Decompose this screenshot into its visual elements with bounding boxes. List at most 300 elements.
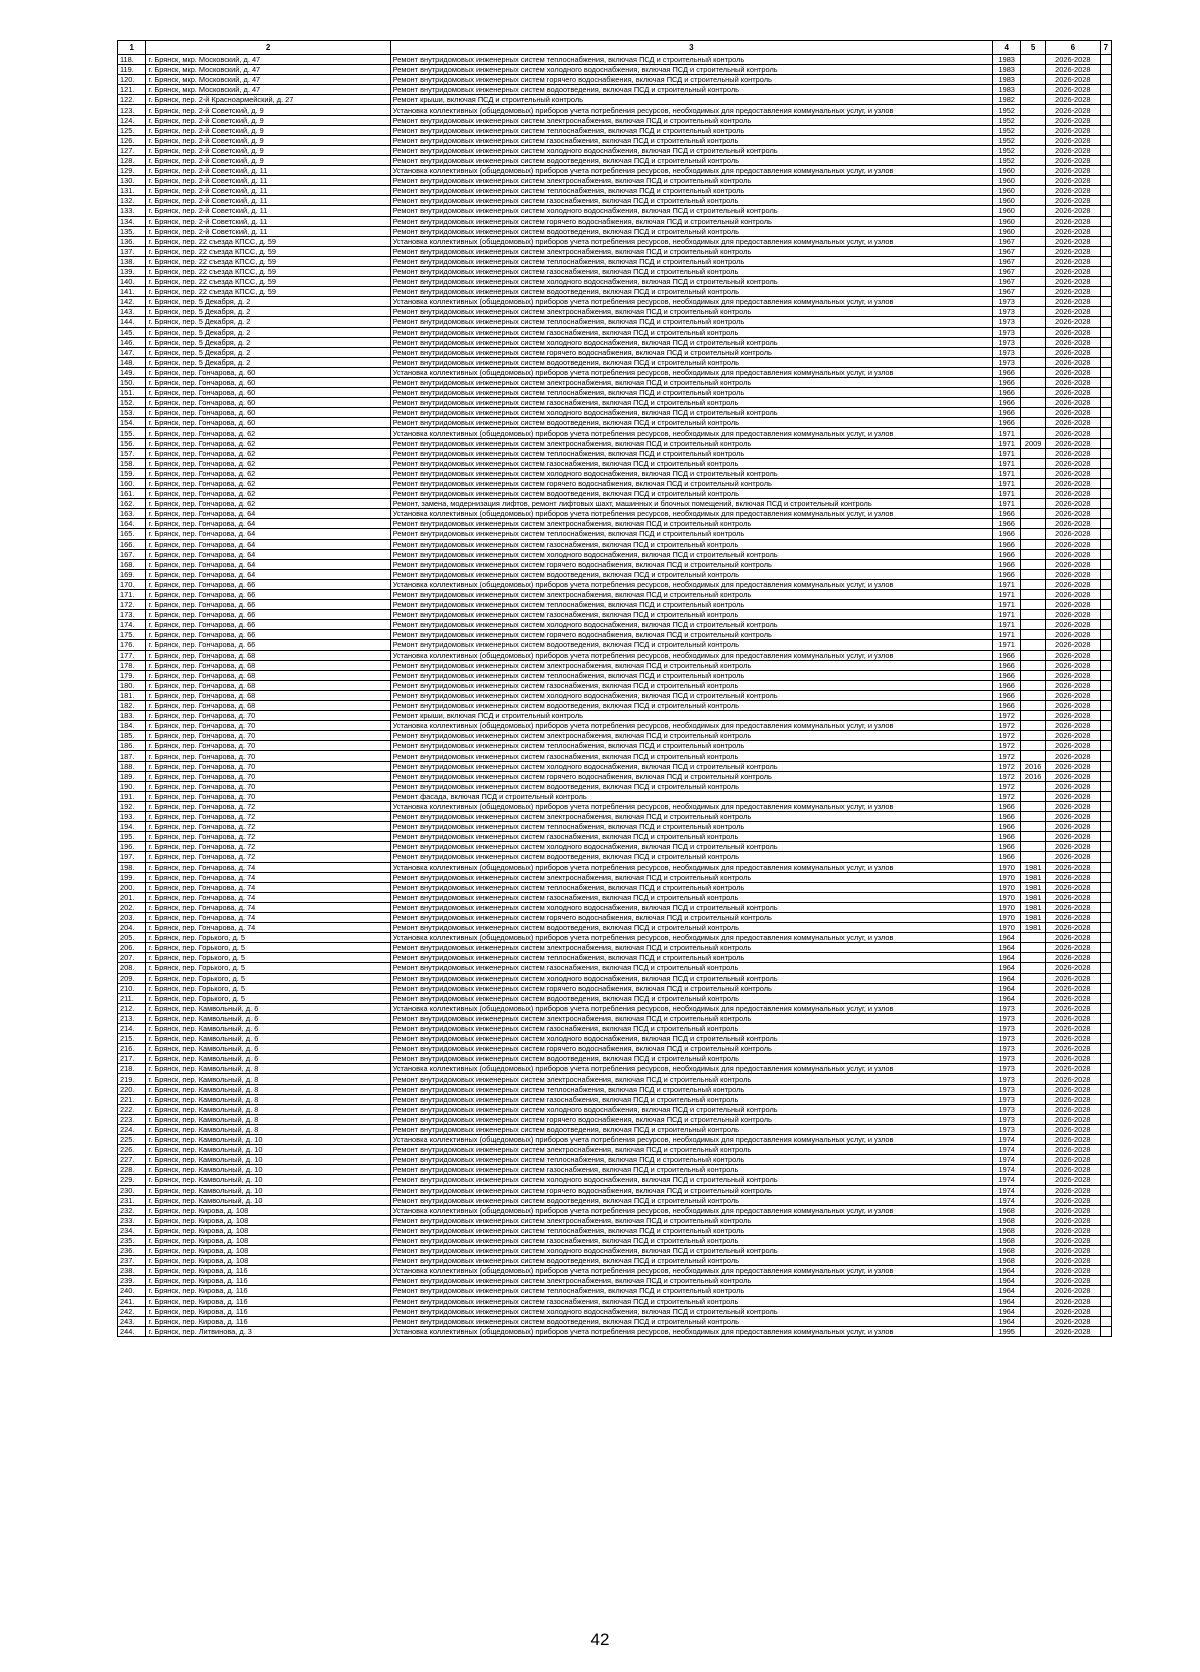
note-cell <box>1100 771 1111 781</box>
planned-period-cell: 2026-2028 <box>1045 902 1100 912</box>
renovation-year-cell <box>1021 277 1045 287</box>
row-number-cell: 235. <box>118 1235 146 1245</box>
note-cell <box>1100 822 1111 832</box>
work-type-cell: Ремонт внутридомовых инженерных систем газоснабжения, включая ПСД и строительный контроль <box>390 196 992 206</box>
work-type-cell: Ремонт внутридомовых инженерных систем холодного водоснабжения, включая ПСД и строительный контроль <box>390 549 992 559</box>
address-cell: г. Брянск, пер. Камвольный, д. 6 <box>146 1044 390 1054</box>
work-type-cell: Ремонт внутридомовых инженерных систем холодного водоснабжения, включая ПСД и строительный контроль <box>390 65 992 75</box>
build-year-cell: 1968 <box>992 1225 1020 1235</box>
row-number-cell: 186. <box>118 741 146 751</box>
row-number-cell: 145. <box>118 327 146 337</box>
planned-period-cell: 2026-2028 <box>1045 670 1100 680</box>
note-cell <box>1100 145 1111 155</box>
renovation-year-cell <box>1021 1084 1045 1094</box>
row-number-cell: 206. <box>118 943 146 953</box>
renovation-year-cell <box>1021 307 1045 317</box>
planned-period-cell: 2026-2028 <box>1045 1306 1100 1316</box>
renovation-year-cell <box>1021 206 1045 216</box>
note-cell <box>1100 388 1111 398</box>
build-year-cell: 1983 <box>992 85 1020 95</box>
note-cell <box>1100 539 1111 549</box>
renovation-year-cell <box>1021 216 1045 226</box>
table-row <box>118 751 1112 761</box>
renovation-year-cell <box>1021 236 1045 246</box>
planned-period-cell: 2026-2028 <box>1045 1296 1100 1306</box>
note-cell <box>1100 973 1111 983</box>
build-year-cell: 1974 <box>992 1185 1020 1195</box>
address-cell: г. Брянск, пер. Гончарова, д. 74 <box>146 882 390 892</box>
work-type-cell: Установка коллективных (общедомовых) приборов учета потребления ресурсов, необходимых для предоставления коммунальных услуг, и узлов <box>390 801 992 811</box>
row-number-cell: 134. <box>118 216 146 226</box>
work-type-cell: Ремонт крыши, включая ПСД и строительный контроль <box>390 95 992 105</box>
header-col-4: 4 <box>992 41 1020 55</box>
table-row <box>118 125 1112 135</box>
build-year-cell: 1966 <box>992 408 1020 418</box>
note-cell <box>1100 1175 1111 1185</box>
build-year-cell: 1970 <box>992 862 1020 872</box>
work-type-cell: Ремонт внутридомовых инженерных систем холодного водоснабжения, включая ПСД и строительный контроль <box>390 1104 992 1114</box>
row-number-cell: 140. <box>118 277 146 287</box>
renovation-year-cell: 1981 <box>1021 872 1045 882</box>
note-cell <box>1100 65 1111 75</box>
note-cell <box>1100 428 1111 438</box>
table-row <box>118 1316 1112 1326</box>
build-year-cell: 1966 <box>992 801 1020 811</box>
table-row <box>118 690 1112 700</box>
note-cell <box>1100 993 1111 1003</box>
planned-period-cell: 2026-2028 <box>1045 186 1100 196</box>
row-number-cell: 121. <box>118 85 146 95</box>
renovation-year-cell <box>1021 85 1045 95</box>
row-number-cell: 172. <box>118 600 146 610</box>
planned-period-cell: 2026-2028 <box>1045 418 1100 428</box>
note-cell <box>1100 842 1111 852</box>
planned-period-cell: 2026-2028 <box>1045 388 1100 398</box>
work-type-cell: Ремонт внутридомовых инженерных систем холодного водоснабжения, включая ПСД и строительный контроль <box>390 1306 992 1316</box>
table-row <box>118 1094 1112 1104</box>
renovation-year-cell <box>1021 993 1045 1003</box>
renovation-year-cell <box>1021 317 1045 327</box>
planned-period-cell: 2026-2028 <box>1045 973 1100 983</box>
work-type-cell: Ремонт внутридомовых инженерных систем электроснабжения, включая ПСД и строительный контроль <box>390 176 992 186</box>
planned-period-cell: 2026-2028 <box>1045 822 1100 832</box>
planned-period-cell: 2026-2028 <box>1045 1185 1100 1195</box>
planned-period-cell: 2026-2028 <box>1045 1235 1100 1245</box>
planned-period-cell: 2026-2028 <box>1045 1024 1100 1034</box>
address-cell: г. Брянск, пер. 2-й Советский, д. 9 <box>146 105 390 115</box>
planned-period-cell: 2026-2028 <box>1045 408 1100 418</box>
renovation-year-cell <box>1021 1326 1045 1336</box>
row-number-cell: 210. <box>118 983 146 993</box>
renovation-year-cell <box>1021 943 1045 953</box>
work-type-cell: Ремонт внутридомовых инженерных систем газоснабжения, включая ПСД и строительный контроль <box>390 458 992 468</box>
planned-period-cell: 2026-2028 <box>1045 75 1100 85</box>
note-cell <box>1100 589 1111 599</box>
renovation-year-cell <box>1021 1124 1045 1134</box>
planned-period-cell: 2026-2028 <box>1045 721 1100 731</box>
build-year-cell: 1971 <box>992 579 1020 589</box>
work-type-cell: Ремонт внутридомовых инженерных систем водоотведения, включая ПСД и строительный контроль <box>390 923 992 933</box>
planned-period-cell: 2026-2028 <box>1045 882 1100 892</box>
work-type-cell: Ремонт внутридомовых инженерных систем холодного водоснабжения, включая ПСД и строительный контроль <box>390 1034 992 1044</box>
note-cell <box>1100 872 1111 882</box>
address-cell: г. Брянск, пер. Гончарова, д. 60 <box>146 388 390 398</box>
planned-period-cell: 2026-2028 <box>1045 690 1100 700</box>
build-year-cell: 1970 <box>992 882 1020 892</box>
planned-period-cell: 2026-2028 <box>1045 1165 1100 1175</box>
table-row <box>118 933 1112 943</box>
renovation-year-cell <box>1021 1185 1045 1195</box>
table-row <box>118 1124 1112 1134</box>
planned-period-cell: 2026-2028 <box>1045 751 1100 761</box>
renovation-year-cell <box>1021 569 1045 579</box>
planned-period-cell: 2026-2028 <box>1045 1074 1100 1084</box>
renovation-year-cell <box>1021 75 1045 85</box>
note-cell <box>1100 731 1111 741</box>
row-number-cell: 201. <box>118 892 146 902</box>
build-year-cell: 1971 <box>992 478 1020 488</box>
build-year-cell: 1966 <box>992 418 1020 428</box>
work-type-cell: Ремонт внутридомовых инженерных систем теплоснабжения, включая ПСД и строительный контроль <box>390 317 992 327</box>
row-number-cell: 243. <box>118 1316 146 1326</box>
work-type-cell: Ремонт внутридомовых инженерных систем газоснабжения, включая ПСД и строительный контроль <box>390 610 992 620</box>
planned-period-cell: 2026-2028 <box>1045 196 1100 206</box>
renovation-year-cell <box>1021 226 1045 236</box>
table-row <box>118 357 1112 367</box>
address-cell: г. Брянск, пер. Гончарова, д. 62 <box>146 478 390 488</box>
planned-period-cell: 2026-2028 <box>1045 378 1100 388</box>
work-type-cell: Ремонт внутридомовых инженерных систем водоотведения, включая ПСД и строительный контроль <box>390 418 992 428</box>
work-type-cell: Ремонт внутридомовых инженерных систем водоотведения, включая ПСД и строительный контроль <box>390 781 992 791</box>
table-row <box>118 367 1112 377</box>
renovation-year-cell <box>1021 509 1045 519</box>
build-year-cell: 1970 <box>992 923 1020 933</box>
table-row <box>118 579 1112 589</box>
table-row <box>118 226 1112 236</box>
address-cell: г. Брянск, пер. Гончарова, д. 62 <box>146 499 390 509</box>
work-type-cell: Ремонт внутридомовых инженерных систем горячего водоснабжения, включая ПСД и строительный контроль <box>390 1044 992 1054</box>
work-type-cell: Ремонт внутридомовых инженерных систем электроснабжения, включая ПСД и строительный контроль <box>390 1276 992 1286</box>
address-cell: г. Брянск, пер. Гончарова, д. 72 <box>146 842 390 852</box>
work-type-cell: Ремонт внутридомовых инженерных систем водоотведения, включая ПСД и строительный контроль <box>390 569 992 579</box>
address-cell: г. Брянск, пер. Гончарова, д. 74 <box>146 872 390 882</box>
row-number-cell: 120. <box>118 75 146 85</box>
renovation-year-cell <box>1021 791 1045 801</box>
row-number-cell: 192. <box>118 801 146 811</box>
table-row <box>118 1034 1112 1044</box>
row-number-cell: 138. <box>118 256 146 266</box>
work-type-cell: Ремонт внутридомовых инженерных систем холодного водоснабжения, включая ПСД и строительный контроль <box>390 408 992 418</box>
renovation-year-cell <box>1021 499 1045 509</box>
row-number-cell: 232. <box>118 1205 146 1215</box>
planned-period-cell: 2026-2028 <box>1045 832 1100 842</box>
row-number-cell: 238. <box>118 1266 146 1276</box>
renovation-year-cell <box>1021 711 1045 721</box>
row-number-cell: 188. <box>118 761 146 771</box>
work-type-cell: Ремонт внутридомовых инженерных систем холодного водоснабжения, включая ПСД и строительный контроль <box>390 973 992 983</box>
row-number-cell: 166. <box>118 539 146 549</box>
address-cell: г. Брянск, пер. Камвольный, д. 6 <box>146 1034 390 1044</box>
renovation-year-cell: 1981 <box>1021 923 1045 933</box>
work-type-cell: Ремонт внутридомовых инженерных систем водоотведения, включая ПСД и строительный контроль <box>390 1316 992 1326</box>
row-number-cell: 207. <box>118 953 146 963</box>
build-year-cell: 1972 <box>992 711 1020 721</box>
renovation-year-cell: 2009 <box>1021 438 1045 448</box>
renovation-year-cell <box>1021 1296 1045 1306</box>
note-cell <box>1100 287 1111 297</box>
row-number-cell: 190. <box>118 781 146 791</box>
row-number-cell: 127. <box>118 145 146 155</box>
build-year-cell: 1973 <box>992 1003 1020 1013</box>
table-row <box>118 1064 1112 1074</box>
note-cell <box>1100 135 1111 145</box>
note-cell <box>1100 923 1111 933</box>
address-cell: г. Брянск, пер. Горького, д. 5 <box>146 933 390 943</box>
build-year-cell: 1973 <box>992 1104 1020 1114</box>
address-cell: г. Брянск, пер. Гончарова, д. 64 <box>146 529 390 539</box>
work-type-cell: Ремонт внутридомовых инженерных систем теплоснабжения, включая ПСД и строительный контроль <box>390 1286 992 1296</box>
table-row <box>118 701 1112 711</box>
planned-period-cell: 2026-2028 <box>1045 1246 1100 1256</box>
build-year-cell: 1966 <box>992 539 1020 549</box>
table-row <box>118 640 1112 650</box>
planned-period-cell: 2026-2028 <box>1045 620 1100 630</box>
address-cell: г. Брянск, пер. 22 съезда КПСС, д. 59 <box>146 256 390 266</box>
row-number-cell: 183. <box>118 711 146 721</box>
address-cell: г. Брянск, пер. Гончарова, д. 70 <box>146 721 390 731</box>
address-cell: г. Брянск, пер. Гончарова, д. 70 <box>146 771 390 781</box>
renovation-year-cell <box>1021 1155 1045 1165</box>
build-year-cell: 1971 <box>992 438 1020 448</box>
work-type-cell: Ремонт внутридомовых инженерных систем водоотведения, включая ПСД и строительный контроль <box>390 155 992 165</box>
note-cell <box>1100 953 1111 963</box>
planned-period-cell: 2026-2028 <box>1045 246 1100 256</box>
table-row <box>118 670 1112 680</box>
work-type-cell: Ремонт внутридомовых инженерных систем газоснабжения, включая ПСД и строительный контроль <box>390 751 992 761</box>
build-year-cell: 1971 <box>992 448 1020 458</box>
table-row <box>118 1326 1112 1336</box>
address-cell: г. Брянск, пер. Гончарова, д. 68 <box>146 660 390 670</box>
work-type-cell: Ремонт крыши, включая ПСД и строительный контроль <box>390 711 992 721</box>
address-cell: г. Брянск, пер. Горького, д. 5 <box>146 963 390 973</box>
note-cell <box>1100 236 1111 246</box>
build-year-cell: 1973 <box>992 297 1020 307</box>
planned-period-cell: 2026-2028 <box>1045 983 1100 993</box>
work-type-cell: Ремонт внутридомовых инженерных систем электроснабжения, включая ПСД и строительный контроль <box>390 438 992 448</box>
renovation-year-cell <box>1021 812 1045 822</box>
build-year-cell: 1966 <box>992 852 1020 862</box>
row-number-cell: 161. <box>118 489 146 499</box>
row-number-cell: 185. <box>118 731 146 741</box>
build-year-cell: 1983 <box>992 65 1020 75</box>
work-type-cell: Ремонт внутридомовых инженерных систем горячего водоснабжения, включая ПСД и строительный контроль <box>390 478 992 488</box>
work-type-cell: Ремонт внутридомовых инженерных систем водоотведения, включая ПСД и строительный контроль <box>390 852 992 862</box>
row-number-cell: 242. <box>118 1306 146 1316</box>
note-cell <box>1100 378 1111 388</box>
note-cell <box>1100 499 1111 509</box>
planned-period-cell: 2026-2028 <box>1045 398 1100 408</box>
address-cell: г. Брянск, пер. Литвинова, д. 3 <box>146 1326 390 1336</box>
address-cell: г. Брянск, пер. 2-й Красноармейский, д. 27 <box>146 95 390 105</box>
renovation-year-cell <box>1021 478 1045 488</box>
row-number-cell: 191. <box>118 791 146 801</box>
note-cell <box>1100 630 1111 640</box>
note-cell <box>1100 155 1111 165</box>
build-year-cell: 1960 <box>992 216 1020 226</box>
note-cell <box>1100 1024 1111 1034</box>
planned-period-cell: 2026-2028 <box>1045 701 1100 711</box>
work-type-cell: Ремонт внутридомовых инженерных систем теплоснабжения, включая ПСД и строительный контроль <box>390 1155 992 1165</box>
note-cell <box>1100 347 1111 357</box>
note-cell <box>1100 862 1111 872</box>
note-cell <box>1100 115 1111 125</box>
row-number-cell: 147. <box>118 347 146 357</box>
planned-period-cell: 2026-2028 <box>1045 468 1100 478</box>
row-number-cell: 154. <box>118 418 146 428</box>
work-type-cell: Ремонт внутридомовых инженерных систем электроснабжения, включая ПСД и строительный контроль <box>390 731 992 741</box>
address-cell: г. Брянск, пер. Камвольный, д. 10 <box>146 1135 390 1145</box>
note-cell <box>1100 1185 1111 1195</box>
table-row <box>118 75 1112 85</box>
table-row <box>118 1003 1112 1013</box>
build-year-cell: 1964 <box>992 953 1020 963</box>
table-row <box>118 801 1112 811</box>
row-number-cell: 126. <box>118 135 146 145</box>
row-number-cell: 152. <box>118 398 146 408</box>
note-cell <box>1100 1205 1111 1215</box>
planned-period-cell: 2026-2028 <box>1045 771 1100 781</box>
address-cell: г. Брянск, пер. Гончарова, д. 74 <box>146 912 390 922</box>
address-cell: г. Брянск, пер. Гончарова, д. 70 <box>146 791 390 801</box>
work-type-cell: Установка коллективных (общедомовых) приборов учета потребления ресурсов, необходимых для предоставления коммунальных услуг, и узлов <box>390 297 992 307</box>
note-cell <box>1100 721 1111 731</box>
planned-period-cell: 2026-2028 <box>1045 539 1100 549</box>
work-type-cell: Ремонт внутридомовых инженерных систем холодного водоснабжения, включая ПСД и строительный контроль <box>390 1175 992 1185</box>
row-number-cell: 142. <box>118 297 146 307</box>
table-row <box>118 1286 1112 1296</box>
note-cell <box>1100 1326 1111 1336</box>
note-cell <box>1100 125 1111 135</box>
table-row <box>118 246 1112 256</box>
planned-period-cell: 2026-2028 <box>1045 630 1100 640</box>
address-cell: г. Брянск, пер. 2-й Советский, д. 9 <box>146 115 390 125</box>
work-type-cell: Ремонт внутридомовых инженерных систем водоотведения, включая ПСД и строительный контроль <box>390 1124 992 1134</box>
renovation-year-cell <box>1021 650 1045 660</box>
build-year-cell: 1964 <box>992 1306 1020 1316</box>
build-year-cell: 1966 <box>992 509 1020 519</box>
renovation-year-cell <box>1021 549 1045 559</box>
build-year-cell: 1966 <box>992 701 1020 711</box>
address-cell: г. Брянск, пер. Камвольный, д. 8 <box>146 1114 390 1124</box>
address-cell: г. Брянск, пер. Кирова, д. 108 <box>146 1235 390 1245</box>
address-cell: г. Брянск, пер. 2-й Советский, д. 11 <box>146 176 390 186</box>
note-cell <box>1100 912 1111 922</box>
work-type-cell: Ремонт внутридомовых инженерных систем электроснабжения, включая ПСД и строительный контроль <box>390 660 992 670</box>
table-row <box>118 1296 1112 1306</box>
table-row <box>118 388 1112 398</box>
work-type-cell: Ремонт внутридомовых инженерных систем газоснабжения, включая ПСД и строительный контроль <box>390 327 992 337</box>
build-year-cell: 1964 <box>992 943 1020 953</box>
build-year-cell: 1971 <box>992 458 1020 468</box>
address-cell: г. Брянск, пер. Гончарова, д. 66 <box>146 640 390 650</box>
work-type-cell: Установка коллективных (общедомовых) приборов учета потребления ресурсов, необходимых для предоставления коммунальных услуг, и узлов <box>390 650 992 660</box>
address-cell: г. Брянск, пер. Кирова, д. 108 <box>146 1256 390 1266</box>
planned-period-cell: 2026-2028 <box>1045 1124 1100 1134</box>
table-row <box>118 1104 1112 1114</box>
row-number-cell: 226. <box>118 1145 146 1155</box>
table-row <box>118 317 1112 327</box>
note-cell <box>1100 448 1111 458</box>
work-type-cell: Установка коллективных (общедомовых) приборов учета потребления ресурсов, необходимых для предоставления коммунальных услуг, и узлов <box>390 579 992 589</box>
row-number-cell: 173. <box>118 610 146 620</box>
address-cell: г. Брянск, пер. Гончарова, д. 60 <box>146 418 390 428</box>
renovation-year-cell <box>1021 690 1045 700</box>
row-number-cell: 231. <box>118 1195 146 1205</box>
work-type-cell: Ремонт внутридомовых инженерных систем электроснабжения, включая ПСД и строительный контроль <box>390 589 992 599</box>
build-year-cell: 1952 <box>992 145 1020 155</box>
work-type-cell: Ремонт фасада, включая ПСД и строительный контроль <box>390 791 992 801</box>
row-number-cell: 198. <box>118 862 146 872</box>
address-cell: г. Брянск, пер. Гончарова, д. 70 <box>146 751 390 761</box>
table-row <box>118 408 1112 418</box>
table-row <box>118 105 1112 115</box>
table-row <box>118 711 1112 721</box>
planned-period-cell: 2026-2028 <box>1045 892 1100 902</box>
build-year-cell: 1972 <box>992 751 1020 761</box>
planned-period-cell: 2026-2028 <box>1045 428 1100 438</box>
renovation-year-cell <box>1021 953 1045 963</box>
work-type-cell: Ремонт внутридомовых инженерных систем теплоснабжения, включая ПСД и строительный контроль <box>390 186 992 196</box>
work-type-cell: Ремонт внутридомовых инженерных систем теплоснабжения, включая ПСД и строительный контроль <box>390 953 992 963</box>
row-number-cell: 131. <box>118 186 146 196</box>
table-row <box>118 378 1112 388</box>
build-year-cell: 1966 <box>992 519 1020 529</box>
renovation-year-cell <box>1021 337 1045 347</box>
header-row <box>118 41 1112 55</box>
row-number-cell: 118. <box>118 55 146 65</box>
row-number-cell: 150. <box>118 378 146 388</box>
work-type-cell: Ремонт внутридомовых инженерных систем электроснабжения, включая ПСД и строительный контроль <box>390 519 992 529</box>
note-cell <box>1100 489 1111 499</box>
build-year-cell: 1971 <box>992 610 1020 620</box>
work-type-cell: Ремонт внутридомовых инженерных систем горячего водоснабжения, включая ПСД и строительный контроль <box>390 216 992 226</box>
planned-period-cell: 2026-2028 <box>1045 1084 1100 1094</box>
renovation-year-cell <box>1021 398 1045 408</box>
note-cell <box>1100 367 1111 377</box>
table-row <box>118 539 1112 549</box>
renovation-year-cell: 2016 <box>1021 771 1045 781</box>
work-type-cell: Ремонт, замена, модернизация лифтов, ремонт лифтовых шахт, машинных и блочных помещений, включая ПСД и строительный контроль <box>390 499 992 509</box>
row-number-cell: 193. <box>118 812 146 822</box>
renovation-year-cell <box>1021 135 1045 145</box>
planned-period-cell: 2026-2028 <box>1045 781 1100 791</box>
planned-period-cell: 2026-2028 <box>1045 1034 1100 1044</box>
note-cell <box>1100 620 1111 630</box>
table-row <box>118 902 1112 912</box>
renovation-year-cell <box>1021 418 1045 428</box>
row-number-cell: 215. <box>118 1034 146 1044</box>
address-cell: г. Брянск, пер. Кирова, д. 116 <box>146 1296 390 1306</box>
renovation-year-cell: 1981 <box>1021 862 1045 872</box>
row-number-cell: 211. <box>118 993 146 1003</box>
row-number-cell: 132. <box>118 196 146 206</box>
planned-period-cell: 2026-2028 <box>1045 589 1100 599</box>
renovation-year-cell <box>1021 842 1045 852</box>
planned-period-cell: 2026-2028 <box>1045 1195 1100 1205</box>
renovation-year-cell <box>1021 519 1045 529</box>
build-year-cell: 1974 <box>992 1195 1020 1205</box>
work-type-cell: Ремонт внутридомовых инженерных систем водоотведения, включая ПСД и строительный контроль <box>390 640 992 650</box>
